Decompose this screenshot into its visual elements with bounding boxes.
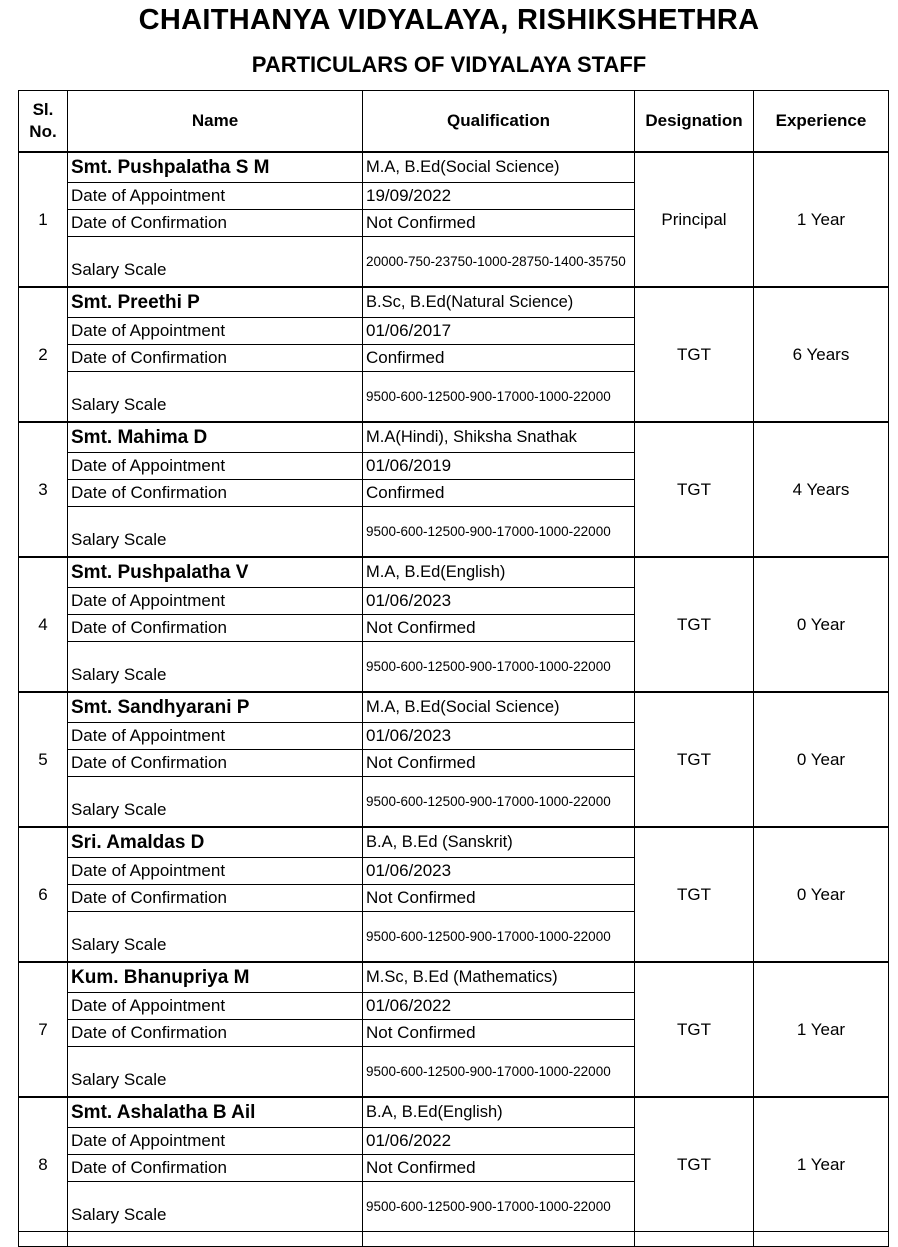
- serial-number: 3: [19, 422, 68, 557]
- salary-scale: 9500-600-12500-900-17000-1000-22000: [363, 1182, 635, 1232]
- column-header-qualification: Qualification: [363, 91, 635, 153]
- staff-record-row: [19, 827, 889, 858]
- empty-cell: [68, 1232, 363, 1247]
- salary-scale: 20000-750-23750-1000-28750-1400-35750: [363, 237, 635, 288]
- appointment-label: Date of Appointment: [68, 453, 363, 480]
- confirmation-label: Date of Confirmation: [68, 885, 363, 912]
- appointment-label: Date of Appointment: [68, 183, 363, 210]
- serial-number: 8: [19, 1097, 68, 1232]
- staff-record-row: [19, 557, 889, 588]
- staff-qualification: M.Sc, B.Ed (Mathematics): [363, 962, 635, 993]
- confirmation-label: Date of Confirmation: [68, 750, 363, 777]
- staff-experience: 1 Year: [754, 962, 889, 1097]
- salary-scale: 9500-600-12500-900-17000-1000-22000: [363, 777, 635, 828]
- document-subtitle: PARTICULARS OF VIDYALAYA STAFF: [251, 52, 647, 77]
- serial-number: 7: [19, 962, 68, 1097]
- staff-table-body: [19, 152, 889, 1247]
- staff-designation: TGT: [635, 1097, 754, 1232]
- staff-designation: TGT: [635, 557, 754, 692]
- salary-scale: 9500-600-12500-900-17000-1000-22000: [363, 912, 635, 963]
- staff-qualification: B.Sc, B.Ed(Natural Science): [363, 287, 635, 318]
- serial-number: 1: [19, 152, 68, 287]
- staff-name: Smt. Ashalatha B Ail: [68, 1097, 363, 1128]
- confirmation-status: Not Confirmed: [363, 750, 635, 777]
- confirmation-status: Not Confirmed: [363, 210, 635, 237]
- staff-experience: 1 Year: [754, 152, 889, 287]
- school-title: CHAITHANYA VIDYALAYA, RISHIKSHETHRA: [138, 4, 760, 36]
- serial-number: 5: [19, 692, 68, 827]
- appointment-date: 01/06/2023: [363, 588, 635, 615]
- salary-label: Salary Scale: [68, 642, 363, 693]
- staff-record-row: [19, 1097, 889, 1128]
- staff-table: [18, 90, 889, 1247]
- empty-cell: [635, 1232, 754, 1247]
- column-header-designation: Designation: [635, 91, 754, 153]
- table-header-row: [19, 91, 889, 153]
- appointment-date: 01/06/2022: [363, 993, 635, 1020]
- staff-qualification: M.A, B.Ed(Social Science): [363, 692, 635, 723]
- staff-name: Smt. Sandhyarani P: [68, 692, 363, 723]
- confirmation-label: Date of Confirmation: [68, 480, 363, 507]
- salary-label: Salary Scale: [68, 237, 363, 288]
- staff-experience: 1 Year: [754, 1097, 889, 1232]
- table-row-partial: [19, 1232, 889, 1247]
- salary-scale: 9500-600-12500-900-17000-1000-22000: [363, 1047, 635, 1098]
- appointment-label: Date of Appointment: [68, 993, 363, 1020]
- appointment-label: Date of Appointment: [68, 858, 363, 885]
- appointment-label: Date of Appointment: [68, 1128, 363, 1155]
- confirmation-status: Not Confirmed: [363, 615, 635, 642]
- staff-qualification: M.A(Hindi), Shiksha Snathak: [363, 422, 635, 453]
- staff-designation: TGT: [635, 962, 754, 1097]
- empty-cell: [363, 1232, 635, 1247]
- salary-scale: 9500-600-12500-900-17000-1000-22000: [363, 642, 635, 693]
- salary-label: Salary Scale: [68, 372, 363, 423]
- confirmation-status: Confirmed: [363, 480, 635, 507]
- staff-designation: TGT: [635, 827, 754, 962]
- staff-name: Smt. Pushpalatha V: [68, 557, 363, 588]
- staff-experience: 0 Year: [754, 827, 889, 962]
- column-header-experience: Experience: [754, 91, 889, 153]
- staff-name: Smt. Preethi P: [68, 287, 363, 318]
- staff-name: Sri. Amaldas D: [68, 827, 363, 858]
- staff-designation: Principal: [635, 152, 754, 287]
- salary-label: Salary Scale: [68, 507, 363, 558]
- staff-qualification: B.A, B.Ed(English): [363, 1097, 635, 1128]
- staff-experience: 0 Year: [754, 692, 889, 827]
- staff-designation: TGT: [635, 287, 754, 422]
- empty-cell: [19, 1232, 68, 1247]
- appointment-label: Date of Appointment: [68, 318, 363, 345]
- serial-number: 2: [19, 287, 68, 422]
- appointment-date: 19/09/2022: [363, 183, 635, 210]
- column-header-name: Name: [68, 91, 363, 153]
- confirmation-label: Date of Confirmation: [68, 615, 363, 642]
- staff-record-row: [19, 422, 889, 453]
- staff-name: Kum. Bhanupriya M: [68, 962, 363, 993]
- staff-experience: 6 Years: [754, 287, 889, 422]
- appointment-label: Date of Appointment: [68, 723, 363, 750]
- staff-record-row: [19, 287, 889, 318]
- appointment-date: 01/06/2017: [363, 318, 635, 345]
- staff-qualification: M.A, B.Ed(Social Science): [363, 152, 635, 183]
- confirmation-status: Confirmed: [363, 345, 635, 372]
- staff-record-row: [19, 962, 889, 993]
- salary-scale: 9500-600-12500-900-17000-1000-22000: [363, 372, 635, 423]
- confirmation-label: Date of Confirmation: [68, 1020, 363, 1047]
- empty-cell: [754, 1232, 889, 1247]
- staff-experience: 0 Year: [754, 557, 889, 692]
- column-header-slno: Sl. No.: [19, 91, 68, 153]
- appointment-date: 01/06/2023: [363, 723, 635, 750]
- staff-designation: TGT: [635, 422, 754, 557]
- salary-label: Salary Scale: [68, 912, 363, 963]
- appointment-date: 01/06/2022: [363, 1128, 635, 1155]
- staff-designation: TGT: [635, 692, 754, 827]
- salary-label: Salary Scale: [68, 1047, 363, 1098]
- staff-record-row: [19, 152, 889, 183]
- appointment-date: 01/06/2023: [363, 858, 635, 885]
- confirmation-label: Date of Confirmation: [68, 210, 363, 237]
- staff-experience: 4 Years: [754, 422, 889, 557]
- staff-name: Smt. Mahima D: [68, 422, 363, 453]
- salary-scale: 9500-600-12500-900-17000-1000-22000: [363, 507, 635, 558]
- confirmation-status: Not Confirmed: [363, 1020, 635, 1047]
- confirmation-status: Not Confirmed: [363, 1155, 635, 1182]
- confirmation-status: Not Confirmed: [363, 885, 635, 912]
- staff-record-row: [19, 692, 889, 723]
- confirmation-label: Date of Confirmation: [68, 1155, 363, 1182]
- serial-number: 6: [19, 827, 68, 962]
- salary-label: Salary Scale: [68, 777, 363, 828]
- staff-name: Smt. Pushpalatha S M: [68, 152, 363, 183]
- salary-label: Salary Scale: [68, 1182, 363, 1232]
- confirmation-label: Date of Confirmation: [68, 345, 363, 372]
- staff-qualification: B.A, B.Ed (Sanskrit): [363, 827, 635, 858]
- appointment-date: 01/06/2019: [363, 453, 635, 480]
- staff-qualification: M.A, B.Ed(English): [363, 557, 635, 588]
- appointment-label: Date of Appointment: [68, 588, 363, 615]
- serial-number: 4: [19, 557, 68, 692]
